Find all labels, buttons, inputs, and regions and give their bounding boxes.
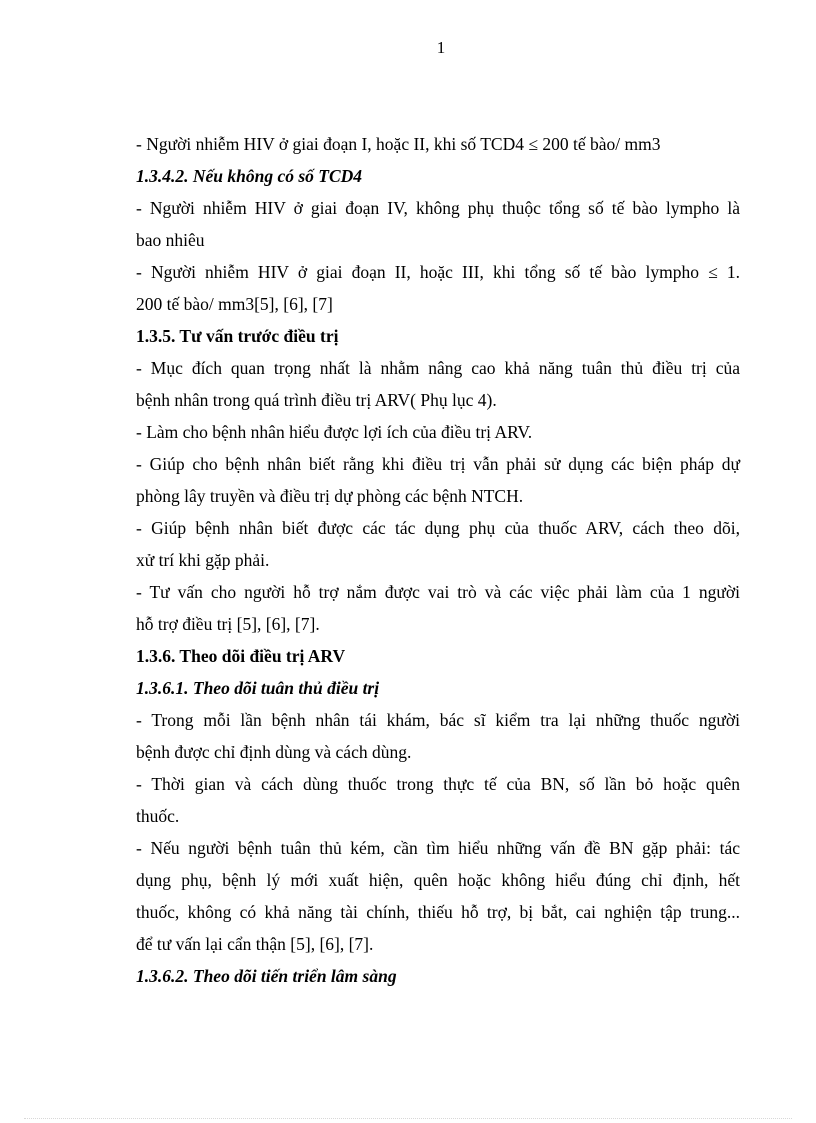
page-number: 1 <box>436 38 446 57</box>
section-heading: 1.3.5. Tư vấn trước điều trị <box>136 326 339 346</box>
text-line: - Nếu người bệnh tuân thủ kém, cần tìm hiểu những vấn đề BN gặp phải: tác <box>136 838 740 858</box>
document-body <box>136 128 740 992</box>
text-line: - Người nhiễm HIV ở giai đoạn I, hoặc II, khi số TCD4 ≤ 200 tế bào/ mm3 <box>136 134 661 154</box>
text-line: 200 tế bào/ mm3[5], [6], [7] <box>136 294 333 314</box>
text-line: - Làm cho bệnh nhân hiểu được lợi ích của điều trị ARV. <box>136 422 533 442</box>
text-line: bệnh được chỉ định dùng và cách dùng. <box>136 742 412 762</box>
page-bottom-divider <box>24 1118 792 1119</box>
section-heading: 1.3.4.2. Nếu không có số TCD4 <box>136 166 363 186</box>
section-heading: 1.3.6.2. Theo dõi tiến triển lâm sàng <box>136 966 397 986</box>
text-line: - Giúp bệnh nhân biết được các tác dụng phụ của thuốc ARV, cách theo dõi, <box>136 518 740 538</box>
text-line: - Mục đích quan trọng nhất là nhằm nâng cao khả năng tuân thủ điều trị của <box>136 358 740 378</box>
text-line: - Trong mỗi lần bệnh nhân tái khám, bác sĩ kiểm tra lại những thuốc người <box>136 710 740 730</box>
text-line: bao nhiêu <box>136 230 205 250</box>
text-line: - Người nhiễm HIV ở giai đoạn IV, không phụ thuộc tổng số tế bào lympho là <box>136 198 740 218</box>
text-line: xử trí khi gặp phải. <box>136 550 270 570</box>
text-line: - Người nhiễm HIV ở giai đoạn II, hoặc III, khi tổng số tế bào lympho ≤ 1. <box>136 262 740 282</box>
text-line: - Tư vấn cho người hỗ trợ nắm được vai trò và các việc phải làm của 1 người <box>136 582 740 602</box>
section-heading: 1.3.6. Theo dõi điều trị ARV <box>136 646 346 666</box>
text-line: bệnh nhân trong quá trình điều trị ARV( Phụ lục 4). <box>136 390 497 410</box>
text-line: - Thời gian và cách dùng thuốc trong thực tế của BN, số lần bỏ hoặc quên <box>136 774 740 794</box>
text-line: - Giúp cho bệnh nhân biết rằng khi điều trị vẫn phải sử dụng các biện pháp dự <box>136 454 740 474</box>
text-line: để tư vấn lại cẩn thận [5], [6], [7]. <box>136 934 374 954</box>
text-line: hỗ trợ điều trị [5], [6], [7]. <box>136 614 320 634</box>
text-line: thuốc. <box>136 806 180 826</box>
text-line: thuốc, không có khả năng tài chính, thiếu hỗ trợ, bị bắt, cai nghiện tập trung... <box>136 902 740 922</box>
section-heading: 1.3.6.1. Theo dõi tuân thủ điều trị <box>136 678 380 698</box>
text-line: dụng phụ, bệnh lý mới xuất hiện, quên hoặc không hiểu đúng chỉ định, hết <box>136 870 740 890</box>
text-line: phòng lây truyền và điều trị dự phòng các bệnh NTCH. <box>136 486 524 506</box>
